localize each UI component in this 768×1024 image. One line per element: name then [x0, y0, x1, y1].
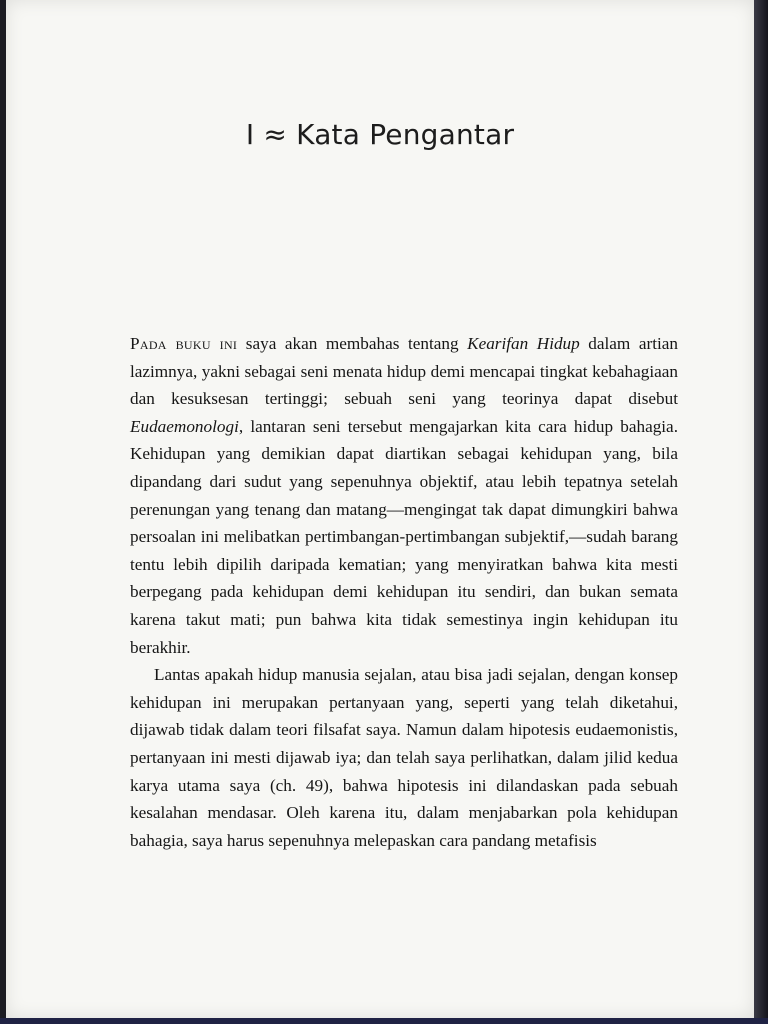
term-emphasis: Eudaemonologi [130, 416, 239, 436]
book-edge-right [754, 0, 768, 1024]
paragraph-1-text-a: saya akan membahas tentang [237, 334, 468, 353]
paragraph-1-text-b: dalam artian lazimnya, yakni sebagai seni menata hidup demi mencapai tingkat kebahagiaan dan kesuksesan tertinggi; sebuah seni yang teorinya dapat disebut [130, 334, 678, 409]
paragraph-1 [130, 330, 678, 661]
paragraph-2: Lantas apakah hidup manusia sejalan, atau bisa jadi sejalan, dengan konsep kehidupan ini merupakan pertanyaan yang, seperti yang telah diketahui, dijawab tidak dalam teori filsafat saya. Namun dalam hipotesis eudaemonistis, pertanyaan ini mesti dijawab iya; dan telah saya perlihatkan, dalam jilid kedua karya utama saya (ch. 49), bahwa hipotesis ini dilandaskan pada sebuah kesalahan mendasar. Oleh karena itu, dalam menjabarkan pola kehidupan bahagia, saya harus sepenuhnya melepaskan cara pandang metafisis [130, 665, 678, 850]
body-text [130, 330, 678, 854]
book-title-emphasis: Kearifan Hidup [467, 334, 580, 353]
paragraph-1-lead: Pada buku ini [130, 334, 238, 353]
paragraph-1-text-c: , lantaran seni tersebut mengajarkan kita cara hidup bahagia. Kehidupan yang demikian dapat diartikan sebagai kehidupan yang, bila dipandang dari sudut yang sepenuhnya objektif, atau lebih tepatnya setelah perenungan yang tenang dan matang—mengingat tak dapat dimungkiri bahwa persoalan ini melibatkan pertimbangan-pertimbangan subjektif,—sudah barang tentu lebih dipilih daripada kematian; yang menyiratkan bahwa kita mesti berpegang pada kehidupan demi kehidupan itu sendiri, dan bukan semata karena takut mati; pun bahwa kita tidak semestinya ingin kehidupan itu berakhir. [130, 416, 678, 657]
book-page [6, 0, 754, 1018]
chapter-title: I ≈ Kata Pengantar [245, 118, 515, 151]
book-edge-bottom [0, 1018, 768, 1024]
